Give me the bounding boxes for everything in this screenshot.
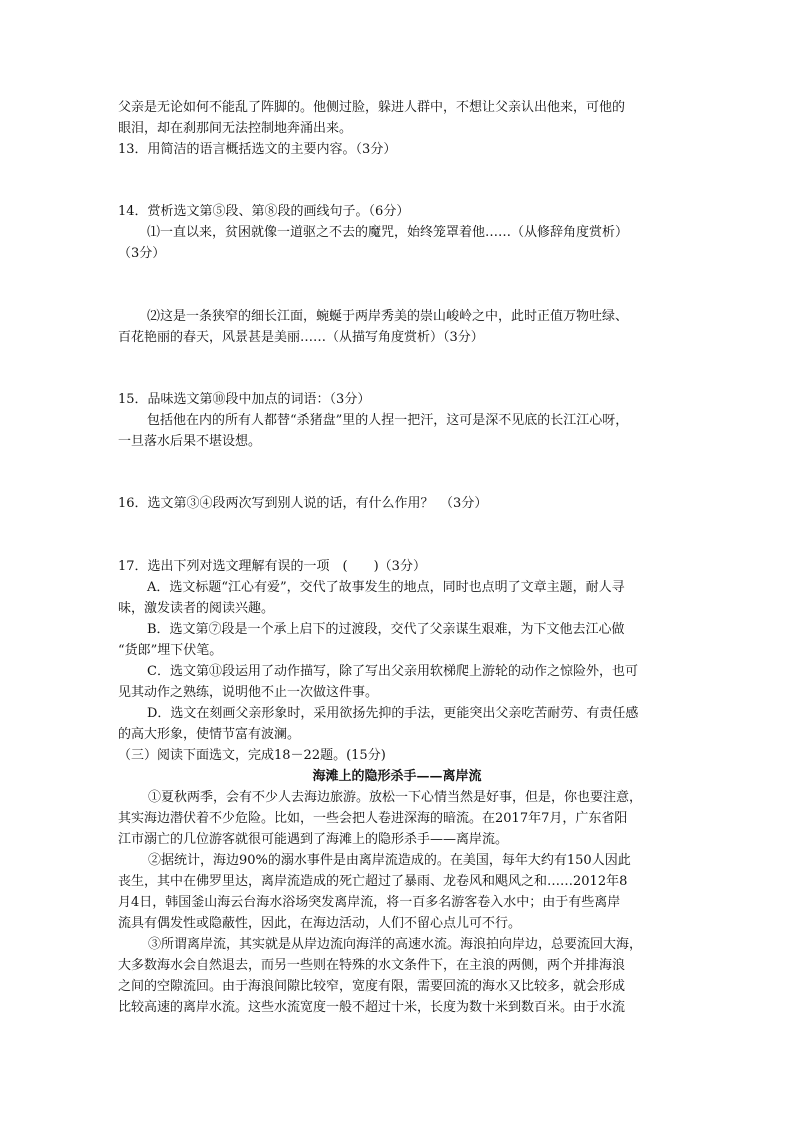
text-line: 大多数海水会自然退去，而另一些则在特殊的水文条件下，在主浪的两侧，两个并排海浪 [118, 958, 626, 973]
question-14: 14．赏析选文第⑤段、第⑧段的画线句子。（6分） [118, 204, 410, 219]
text-line: 江市溺亡的几位游客就很可能遇到了海滩上的隐形杀手——离岸流。 [118, 832, 509, 847]
option-c: C．选文第⑪段运用了动作描写，除了写出父亲用软梯爬上游轮的动作之惊险外，也可 [147, 664, 638, 679]
text-line: 其实海边潜伏着不少危险。比如，一些会把人卷进深海的暗流。在2017年7月，广东省阳 [118, 811, 628, 826]
paragraph-1: ①夏秋两季，会有不少人去海边旅游。放松一下心情当然是好事，但是，你也要注意， [148, 790, 643, 805]
paragraph-2: ②据统计，海边90%的溺水事件是由离岸流造成的。在美国，每年大约有150人因此 [148, 853, 631, 868]
sub-question-1: ⑴一直以来，贫困就像一道驱之不去的魔咒，始终笼罩着他……（从修辞角度赏析） [147, 225, 629, 240]
text-line: 丧生，其中在佛罗里达，离岸流造成的死亡超过了暴雨、龙卷风和飓风之和……2012年8 [118, 874, 628, 889]
text-line: 父亲是无论如何不能乱了阵脚的。他侧过脸，躲进人群中，不想让父亲认出他来，可他的 [118, 100, 626, 115]
text-line: 月4日，韩国釜山海云台海水浴场突发离岸流，将一百多名游客卷入水中；由于有些离岸 [118, 895, 621, 910]
option-b: B．选文第⑦段是一个承上启下的过渡段，交代了父亲谋生艰难，为下文他去江心做 [147, 622, 625, 637]
text-line: 百花艳丽的春天，风景甚是美丽……（从描写角度赏析）（3分） [118, 330, 484, 345]
text-line: 流具有偶发性或隐蔽性，因此，在海边活动，人们不留心点儿可不行。 [118, 916, 522, 931]
text-line: 的高大形象，使情节富有波澜。 [118, 727, 301, 742]
text-line: 之间的空隙流回。由于海浪间隙比较窄，宽度有限，需要回流的海水又比较多，就会形成 [118, 979, 626, 994]
text-line: （3分） [118, 246, 166, 261]
option-a: A．选文标题“江心有爱”，交代了故事发生的地点，同时也点明了文章主题，耐人寻 [147, 580, 625, 595]
question-16: 16．选文第③④段两次写到别人说的话，有什么作用？ （3分） [118, 496, 488, 511]
paragraph-3: ③所谓离岸流，其实就是从岸边流向海洋的高速水流。海浪拍向岸边，总要流回大海， [148, 937, 643, 952]
quoted-sentence: 包括他在内的所有人都替“杀猪盘”里的人捏一把汗，这可是深不见底的长江江心呀， [147, 413, 629, 428]
text-line: 见其动作之熟练，说明他不止一次做这件事。 [118, 685, 379, 700]
text-line: 比较高速的离岸水流。这些水流宽度一般不超过十米，长度为数十米到数百米。由于水流 [118, 1000, 626, 1015]
question-15: 15．品味选文第⑩段中加点的词语：（3分） [118, 392, 371, 407]
text-line: 味，激发读者的阅读兴趣。 [118, 601, 275, 616]
sub-question-2: ⑵这是一条狭窄的细长江面，蜿蜒于两岸秀美的崇山峻岭之中，此时正值万物吐绿、 [147, 309, 629, 324]
article-title: 海滩上的隐形杀手——离岸流 [312, 769, 482, 784]
question-17: 17．选出下列对选文理解有误的一项 ( )（3分） [118, 559, 426, 574]
text-line: 一旦落水后果不堪设想。 [118, 434, 262, 449]
text-line: “货郎”埋下伏笔。 [118, 643, 223, 658]
text-line: 眼泪，却在刹那间无法控制地奔涌出来。 [118, 121, 353, 136]
question-13: 13．用简洁的语言概括选文的主要内容。（3分） [118, 142, 397, 157]
option-d: D．选文在刻画父亲形象时，采用欲扬先抑的手法，更能突出父亲吃苦耐劳、有责任感 [147, 706, 639, 721]
section-heading: （三）阅读下面选文，完成18－22题。(15分) [118, 748, 386, 763]
